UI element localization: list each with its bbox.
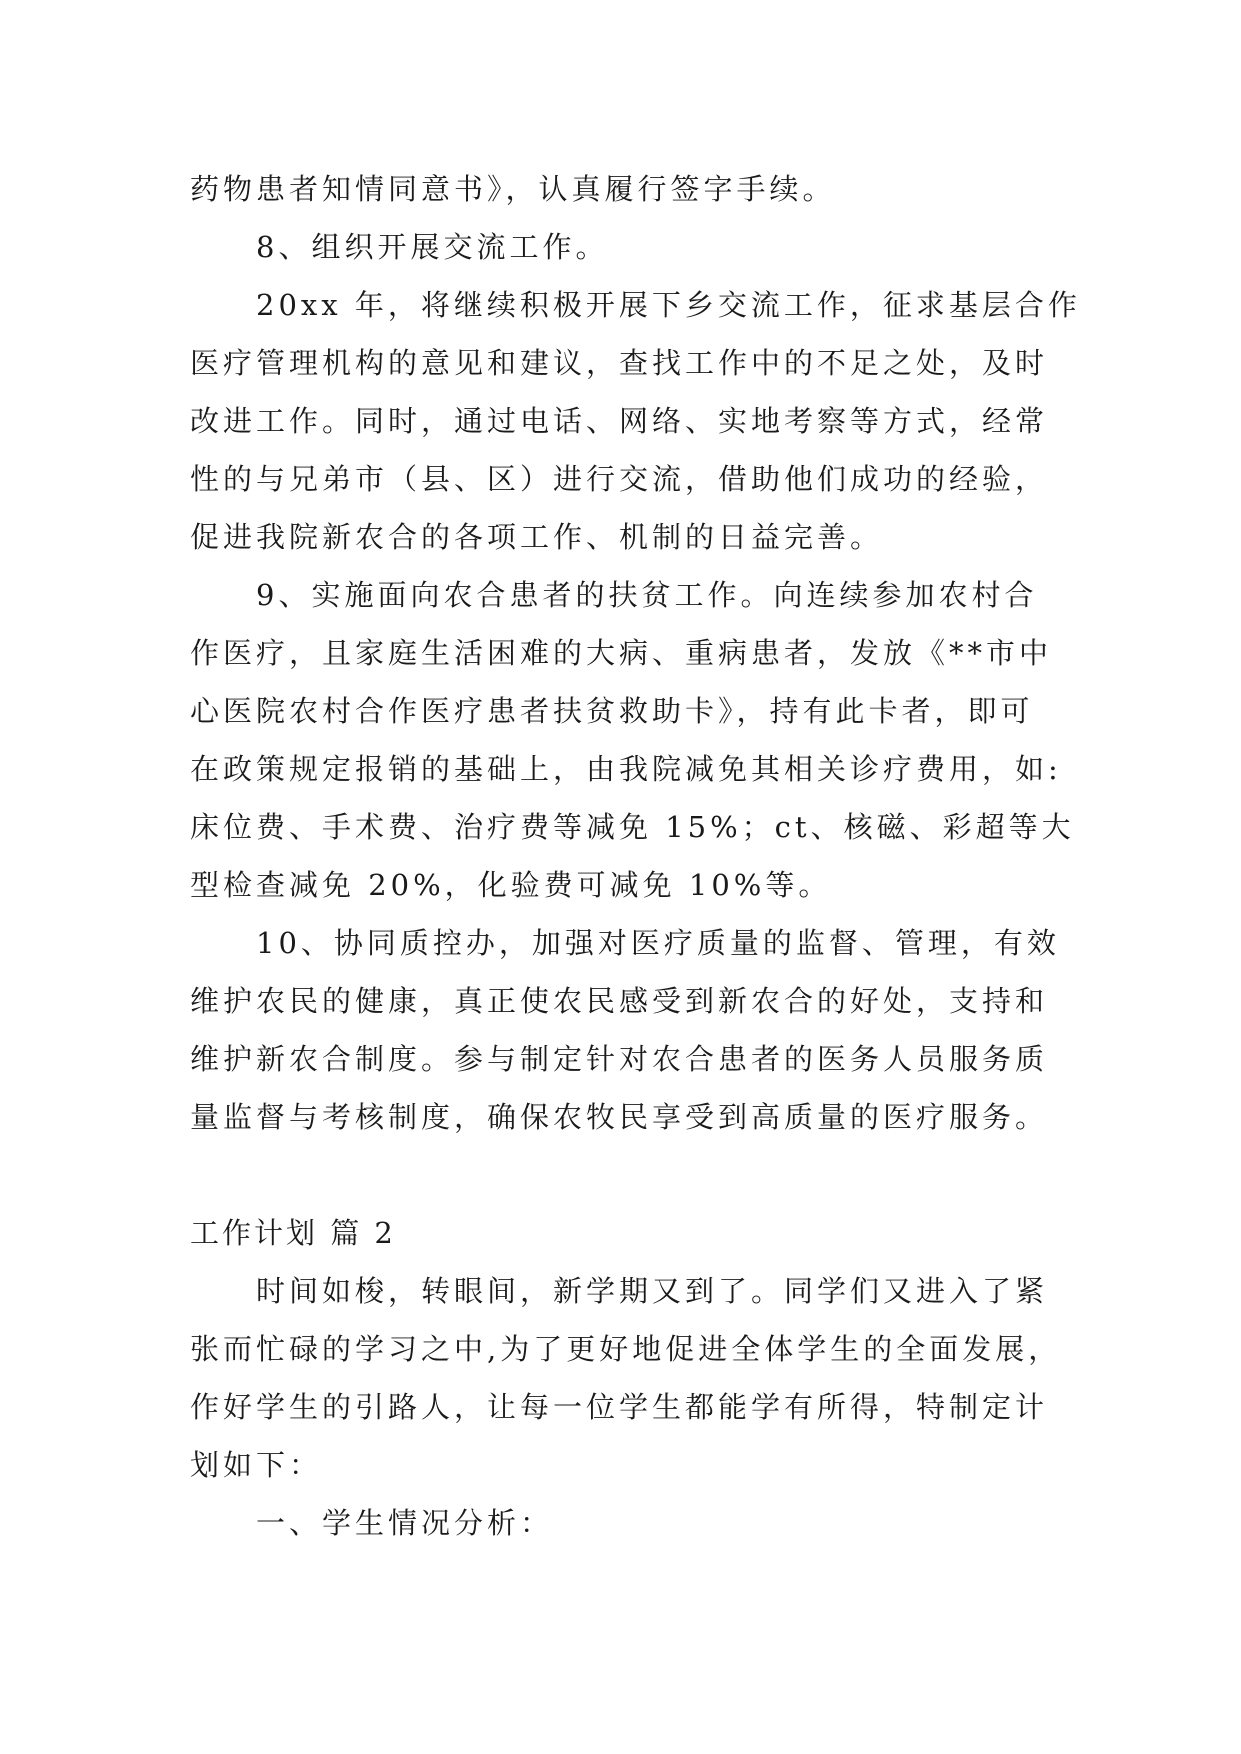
paragraph-line: 20xx 年，将继续积极开展下乡交流工作，征求基层合作	[256, 288, 1081, 322]
paragraph-line: 改进工作。同时，通过电话、网络、实地考察等方式，经常	[190, 404, 1049, 438]
list-item-heading: 8、组织开展交流工作。	[256, 230, 609, 264]
paragraph-line: 维护新农合制度。参与制定针对农合患者的医务人员服务质	[190, 1042, 1049, 1076]
paragraph-line: 时间如梭，转眼间，新学期又到了。同学们又进入了紧	[256, 1274, 1049, 1308]
paragraph-line: 划如下：	[190, 1448, 323, 1482]
paragraph-line: 床位费、手术费、治疗费等减免 15%；ct、核磁、彩超等大	[190, 810, 1075, 844]
paragraph-line: 张而忙碌的学习之中,为了更好地促进全体学生的全面发展，	[190, 1332, 1062, 1366]
paragraph-line: 医疗管理机构的意见和建议，查找工作中的不足之处，及时	[190, 346, 1049, 380]
subsection-heading: 一、学生情况分析：	[256, 1506, 554, 1540]
section-title: 工作计划 篇 2	[190, 1216, 396, 1250]
document-body	[190, 160, 1081, 1552]
paragraph-line: 量监督与考核制度，确保农牧民享受到高质量的医疗服务。	[190, 1100, 1049, 1134]
section-gap	[190, 1146, 1050, 1204]
paragraph-line: 心医院农村合作医疗患者扶贫救助卡》，持有此卡者，即可	[190, 694, 1034, 728]
paragraph-line: 维护农民的健康，真正使农民感受到新农合的好处，支持和	[190, 984, 1049, 1018]
paragraph-line: 9、实施面向农合患者的扶贫工作。向连续参加农村合	[256, 578, 1038, 612]
paragraph-line: 型检查减免 20%，化验费可减免 10%等。	[190, 868, 832, 902]
paragraph-line: 促进我院新农合的各项工作、机制的日益完善。	[190, 520, 884, 554]
paragraph-line: 药物患者知情同意书》，认真履行签字手续。	[190, 172, 836, 206]
paragraph-line: 性的与兄弟市（县、区）进行交流，借助他们成功的经验，	[190, 462, 1049, 496]
paragraph-line: 作好学生的引路人，让每一位学生都能学有所得，特制定计	[190, 1390, 1049, 1424]
paragraph-line: 作医疗，且家庭生活困难的大病、重病患者，发放《**市中	[190, 636, 1053, 670]
paragraph-line: 在政策规定报销的基础上，由我院减免其相关诊疗费用，如:	[190, 752, 1062, 786]
paragraph-line: 10、协同质控办，加强对医疗质量的监督、管理，有效	[256, 926, 1060, 960]
